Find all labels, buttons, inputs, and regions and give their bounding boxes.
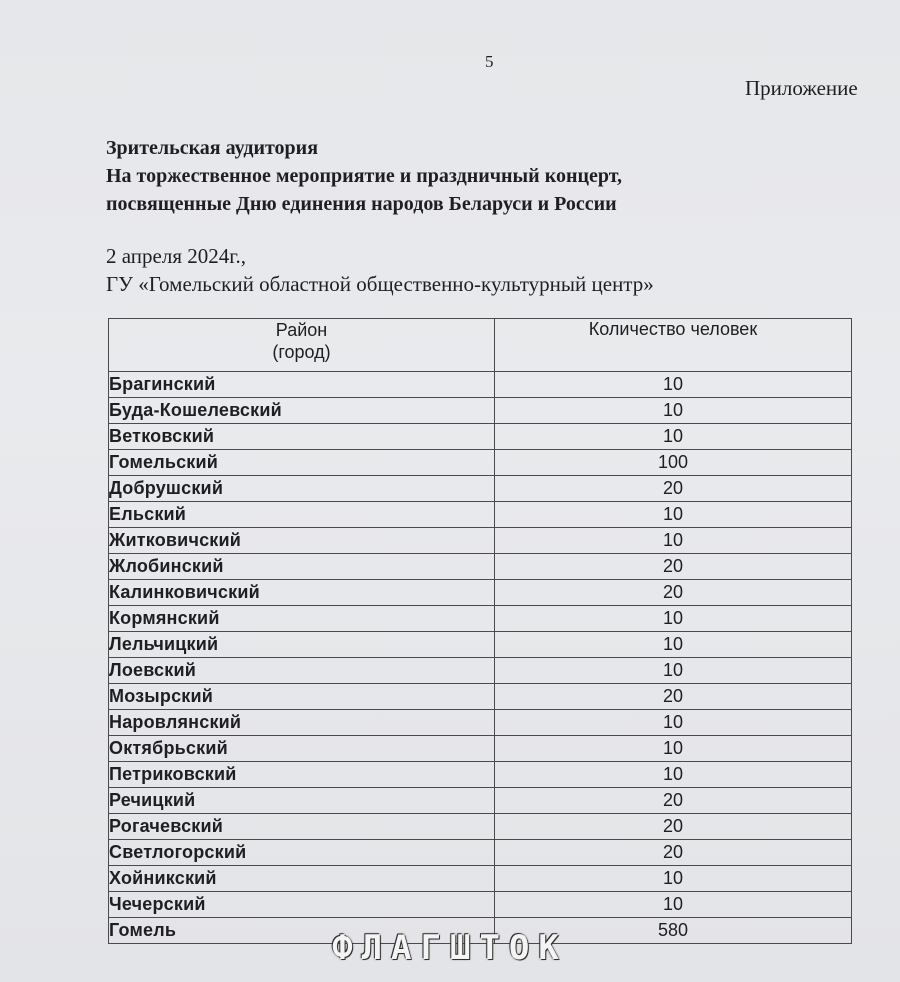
district-cell: Лоевский: [109, 658, 495, 684]
district-cell: Лельчицкий: [109, 632, 495, 658]
count-cell: 10: [495, 866, 852, 892]
audience-table: [108, 318, 852, 944]
district-cell: Мозырский: [109, 684, 495, 710]
table-row: [109, 762, 852, 788]
count-cell: 20: [495, 788, 852, 814]
column-header-district: Район (город): [109, 319, 495, 372]
event-date: 2 апреля 2024г.,: [106, 244, 246, 268]
count-cell: 20: [495, 476, 852, 502]
table-row: [109, 554, 852, 580]
count-cell: 10: [495, 528, 852, 554]
count-cell: 10: [495, 710, 852, 736]
column-header-count: Количество человек: [495, 319, 852, 372]
count-cell: 20: [495, 814, 852, 840]
count-cell: 10: [495, 892, 852, 918]
table-row: [109, 658, 852, 684]
count-cell: 10: [495, 502, 852, 528]
table-row: [109, 528, 852, 554]
count-cell: 10: [495, 424, 852, 450]
count-cell: 580: [495, 918, 852, 944]
table-row: [109, 372, 852, 398]
district-cell: Гомель: [109, 918, 495, 944]
count-cell: 10: [495, 736, 852, 762]
district-cell: Речицкий: [109, 788, 495, 814]
table-row: [109, 788, 852, 814]
table-row: [109, 580, 852, 606]
count-cell: 20: [495, 840, 852, 866]
district-cell: Калинковичский: [109, 580, 495, 606]
count-cell: 10: [495, 762, 852, 788]
table-row: [109, 684, 852, 710]
district-cell: Наровлянский: [109, 710, 495, 736]
district-cell: Хойникский: [109, 866, 495, 892]
count-cell: 10: [495, 398, 852, 424]
table-row: [109, 476, 852, 502]
count-cell: 100: [495, 450, 852, 476]
count-cell: 10: [495, 658, 852, 684]
table-row: [109, 814, 852, 840]
appendix-label: Приложение: [745, 76, 858, 100]
count-cell: 10: [495, 632, 852, 658]
title-line: Зрительская аудитория: [106, 137, 319, 159]
count-cell: 20: [495, 684, 852, 710]
count-cell: 20: [495, 580, 852, 606]
district-cell: Ельский: [109, 502, 495, 528]
table-row: [109, 606, 852, 632]
district-cell: Ветковский: [109, 424, 495, 450]
table-header-row: [109, 319, 852, 372]
table-row: [109, 866, 852, 892]
district-cell: Житковичский: [109, 528, 495, 554]
watermark-logo: ФЛАГШТОК: [332, 928, 568, 968]
table-row: [109, 398, 852, 424]
document-title: [106, 134, 622, 218]
table-row: [109, 710, 852, 736]
count-cell: 20: [495, 554, 852, 580]
district-cell: Рогачевский: [109, 814, 495, 840]
table-row: [109, 840, 852, 866]
district-cell: Гомельский: [109, 450, 495, 476]
district-cell: Светлогорский: [109, 840, 495, 866]
district-cell: Буда-Кошелевский: [109, 398, 495, 424]
event-venue: ГУ «Гомельский областной общественно-культурный центр»: [106, 272, 654, 296]
count-cell: 10: [495, 606, 852, 632]
district-cell: Кормянский: [109, 606, 495, 632]
table-row: [109, 502, 852, 528]
page-number: 5: [485, 52, 494, 71]
district-cell: Брагинский: [109, 372, 495, 398]
count-cell: 10: [495, 372, 852, 398]
table-row: [109, 892, 852, 918]
table-row: [109, 424, 852, 450]
district-cell: Добрушский: [109, 476, 495, 502]
table-row: [109, 736, 852, 762]
district-cell: Петриковский: [109, 762, 495, 788]
title-line: На торжественное мероприятие и праздничный концерт,: [106, 165, 623, 187]
table-row: [109, 632, 852, 658]
title-line: посвященные Дню единения народов Беларуси и России: [106, 193, 617, 215]
district-cell: Жлобинский: [109, 554, 495, 580]
district-cell: Чечерский: [109, 892, 495, 918]
district-cell: Октябрьский: [109, 736, 495, 762]
table-row: [109, 450, 852, 476]
